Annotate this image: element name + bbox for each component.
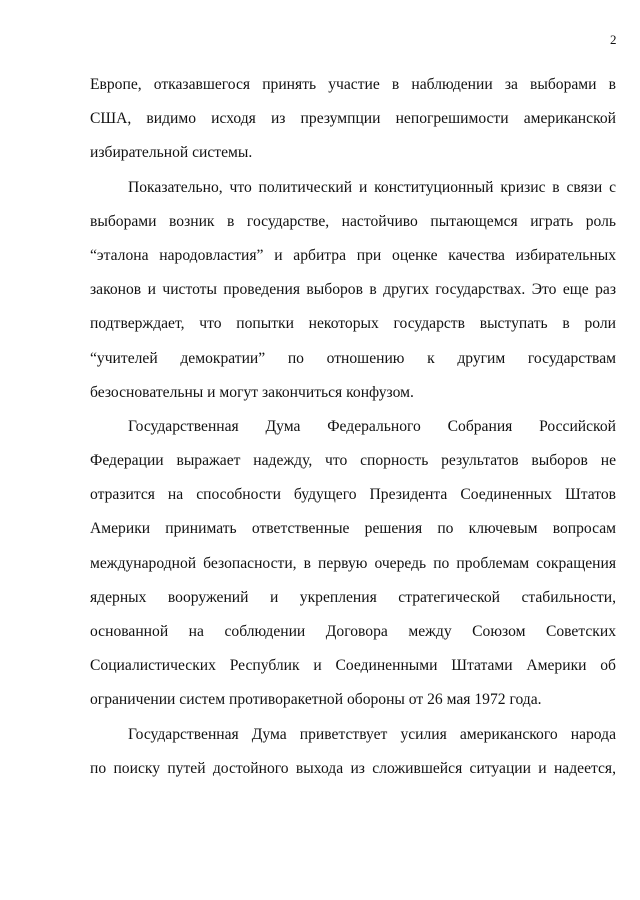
text-line: ограничении систем противоракетной обороны от 26 мая 1972 года. <box>90 691 542 709</box>
text-line: выборами возник в государстве, настойчиво пытающемся играть роль <box>90 212 616 230</box>
text-line: по поиску путей достойного выхода из сложившейся ситуации и надеется, <box>90 759 616 777</box>
text-line: Америки принимать ответственные решения по ключевым вопросам <box>90 520 616 538</box>
text-line: Европе, отказавшегося принять участие в наблюдении за выборами в <box>90 76 616 93</box>
text-line: основанной на соблюдении Договора между Союзом Советских <box>90 623 616 640</box>
text-line: международной безопасности, в первую очередь по проблемам сокращения <box>90 554 616 572</box>
text-line: Государственная Дума Федерального Собрания Российской <box>128 417 616 435</box>
text-line: подтверждает, что попытки некоторых государств выступать в роли <box>90 315 616 333</box>
page-number: 2 <box>610 32 617 47</box>
text-line: Социалистических Республик и Соединенными Штатами Америки об <box>90 657 616 675</box>
text-line: отразится на способности будущего Президента Соединенных Штатов <box>90 486 616 504</box>
text-line: законов и чистоты проведения выборов в других государствах. Это еще раз <box>90 281 616 299</box>
text-line: избирательной системы. <box>90 144 253 162</box>
document-body <box>90 68 616 786</box>
text-line: США, видимо исходя из презумпции непогрешимости американской <box>90 110 616 128</box>
text-line: “эталона народовластия” и арбитра при оценке качества избирательных <box>90 246 616 264</box>
text-line: Федерации выражает надежду, что спорность результатов выборов не <box>90 452 616 470</box>
text-line: “учителей демократии” по отношению к другим государствам <box>90 349 616 367</box>
text-line: ядерных вооружений и укрепления стратегической стабильности, <box>90 588 616 606</box>
text-line: Государственная Дума приветствует усилия американского народа <box>128 725 616 743</box>
text-line: Показательно, что политический и конституционный кризис в связи с <box>128 178 616 196</box>
text-line: безосновательны и могут закончиться конфузом. <box>90 383 414 401</box>
